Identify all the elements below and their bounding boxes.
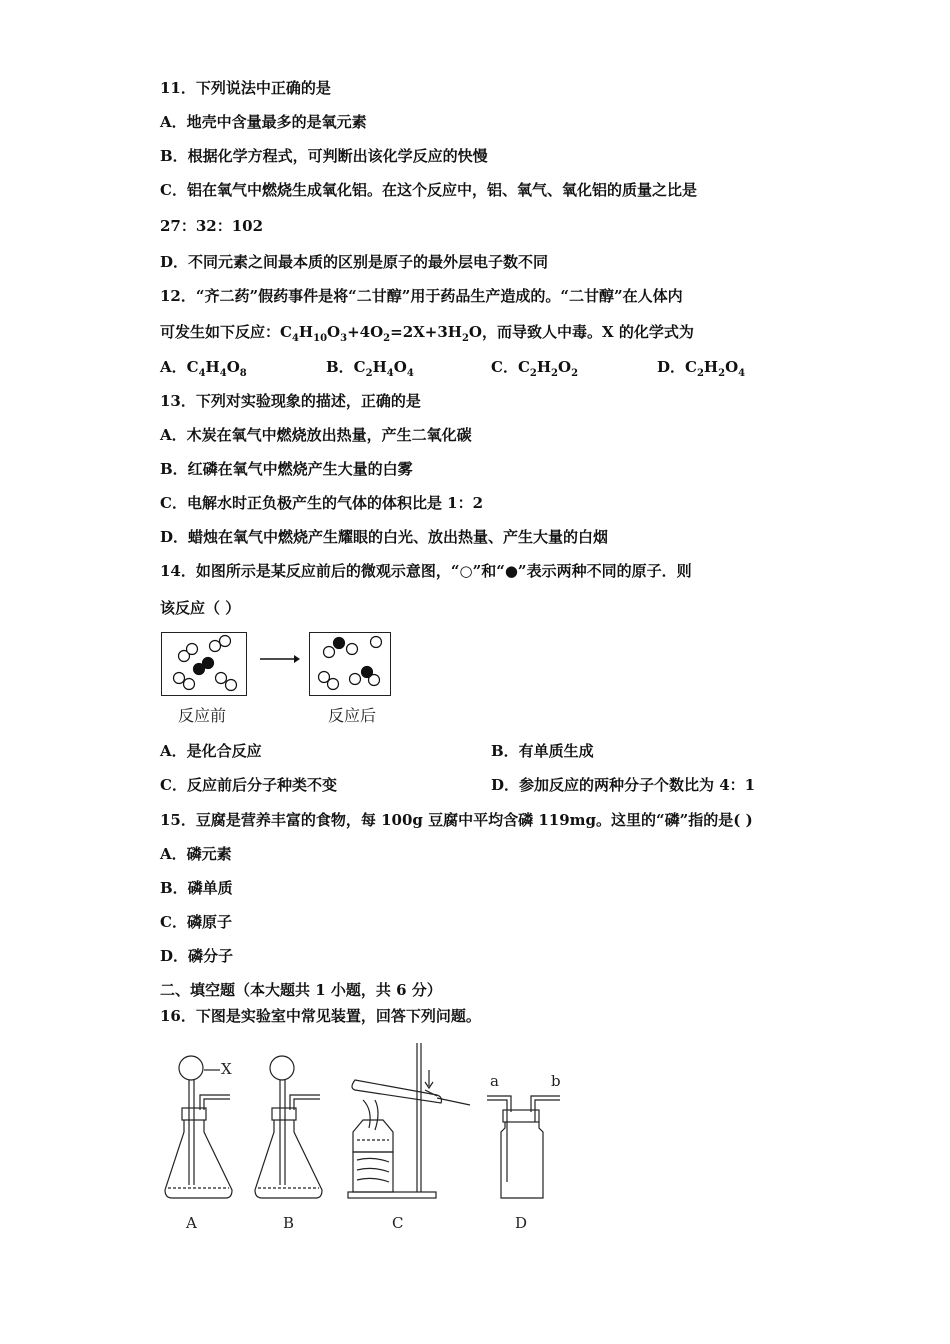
q12-stem-line1: 12．“齐二药”假药事件是将“二甘醇”用于药品生产造成的。“二甘醇”在人体内 [160,287,683,305]
apparatus-b-flask [250,1050,330,1205]
apparatus-c-heating-setup [345,1040,475,1205]
before-molecules-diagram [161,632,247,696]
q15-stem: 15．豆腐是营养丰富的食物，每 100g 豆腐中平均含磷 119mg。这里的“磷”指的是( ) [160,811,753,829]
after-molecules-diagram [309,632,391,696]
after-reaction-label: 反应后 [328,706,377,725]
before-reaction-label: 反应前 [178,706,227,725]
label-a: a [490,1072,499,1090]
q12-stem-pre: 可发生如下反应：C [160,323,292,341]
q11-option-c-ratio: 27：32：102 [160,217,264,235]
q15-option-d: D．磷分子 [160,947,234,965]
q11-option-b: B．根据化学方程式，可判断出该化学反应的快慢 [160,147,488,165]
q14-option-c: C．反应前后分子种类不变 [160,776,337,794]
q11-option-c: C．铝在氧气中燃烧生成氧化铝。在这个反应中，铝、氧气、氧化铝的质量之比是 [160,181,697,199]
reaction-arrow-icon [258,652,300,666]
q15-option-c: C．磷原子 [160,913,232,931]
q14-option-d: D．参加反应的两种分子个数比为 4：1 [491,776,756,794]
q11-option-a: A．地壳中含量最多的是氧元素 [160,113,367,131]
q11-option-d: D．不同元素之间最本质的区别是原子的最外层电子数不同 [160,253,549,271]
q14-option-a: A．是化合反应 [160,742,262,760]
q12-stem-line2: 可发生如下反应：$C_4H_{10}O_3+4O_2=2X+3H_2O$，而导致人中毒。X 的化学式为 [160,323,694,344]
section-2-heading: 二、填空题（本大题共 1 小题，共 6 分） [160,981,442,999]
q12-option-c: C．$C_2H_2O_2$ [491,358,579,379]
label-b: b [551,1072,561,1090]
apparatus-a-label: A [186,1214,197,1232]
q14-option-b: B．有单质生成 [491,742,594,760]
apparatus-c-label: C [392,1214,404,1232]
q16-stem: 16．下图是实验室中常见装置，回答下列问题。 [160,1007,481,1025]
q13-option-a: A．木炭在氧气中燃烧放出热量，产生二氧化碳 [160,426,472,444]
q12-option-b: B．$C_2H_4O_4$ [326,358,414,379]
q13-option-b: B．红磷在氧气中燃烧产生大量的白雾 [160,460,413,478]
q13-option-c: C．电解水时正负极产生的气体的体积比是 1：2 [160,494,484,512]
q11-stem: 11．下列说法中正确的是 [160,79,331,97]
q14-stem-line1: 14．如图所示是某反应前后的微观示意图，“○”和“●”表示两种不同的原子．则 [160,562,692,580]
q14-stem-line2: 该反应（ ） [160,599,241,617]
q13-option-d: D．蜡烛在氧气中燃烧产生耀眼的白光、放出热量、产生大量的白烟 [160,528,609,546]
q12-option-a: A．$C_4H_4O_8$ [160,358,247,379]
q15-option-a: A．磷元素 [160,845,232,863]
label-x: X [221,1060,232,1078]
apparatus-d-gas-bottle [485,1082,565,1202]
apparatus-d-label: D [515,1214,528,1232]
apparatus-b-label: B [283,1214,295,1232]
q12-option-d: D．$C_2H_2O_4$ [657,358,746,379]
q15-option-b: B．磷单质 [160,879,233,897]
q12-stem-post: ，而导致人中毒。X 的化学式为 [482,323,694,341]
q13-stem: 13．下列对实验现象的描述，正确的是 [160,392,421,410]
